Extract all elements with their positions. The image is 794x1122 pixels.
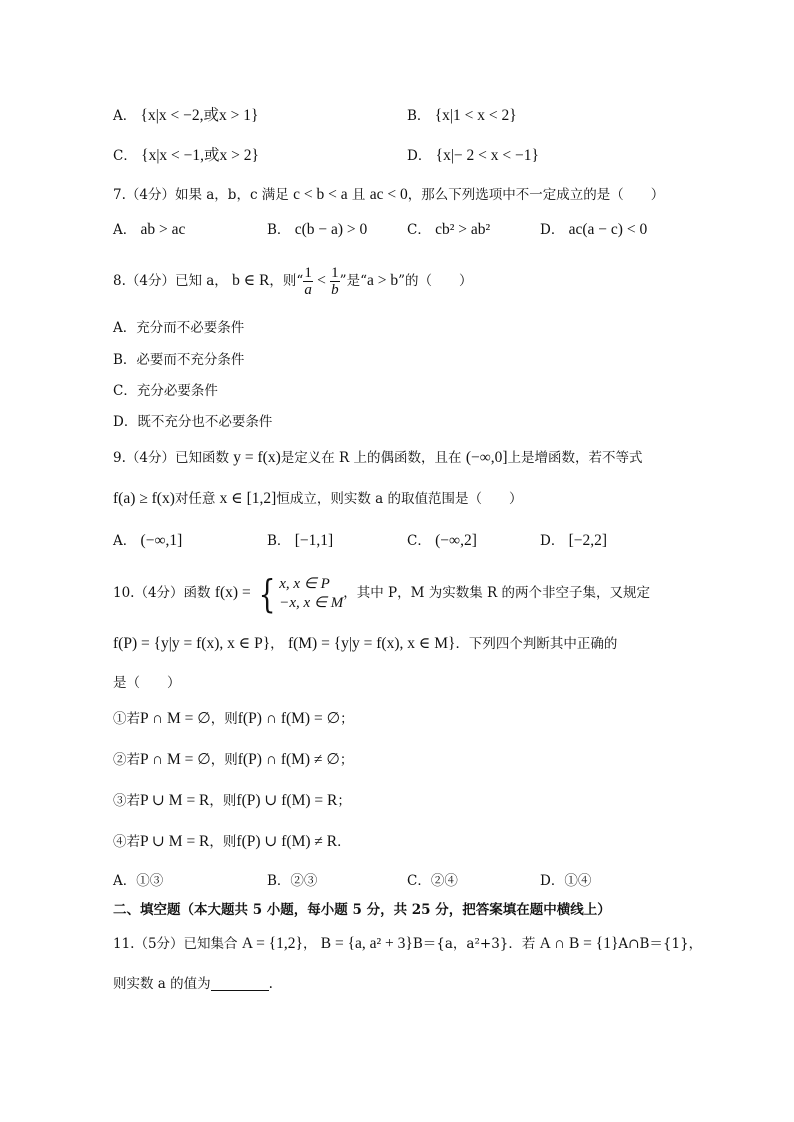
- stem-text: 恒成立，则实数 a 的取值范围是（ ）: [276, 491, 523, 507]
- option-label: D．: [540, 533, 565, 549]
- stem-text: ，其中 P，M 为实数集 R 的两个非空子集，又规定: [343, 585, 650, 601]
- option-math: ac(a − c) < 0: [568, 221, 648, 238]
- less-than-sign: <: [317, 272, 326, 289]
- q8-stem: [113, 262, 473, 300]
- option-label: D．: [407, 148, 432, 164]
- piecewise-cases: [279, 575, 343, 613]
- stem-text: ；: [339, 752, 354, 768]
- stem-text: ，则: [210, 752, 238, 768]
- stem-text: 10.（4分）函数: [113, 585, 211, 601]
- option-math: c(b − a) > 0: [294, 221, 368, 238]
- q9-option-b[interactable]: [267, 531, 333, 551]
- stem-math: P ∩ M = ∅: [140, 710, 211, 727]
- stem-text: ，则: [209, 834, 237, 850]
- stem-math: f(P) ∪ f(M) = R: [236, 792, 338, 809]
- q9-option-d[interactable]: [540, 531, 607, 551]
- stem-math: b ∈ R: [232, 272, 270, 289]
- q8-option-a[interactable]: A．充分而不必要条件: [113, 320, 245, 336]
- stem-text: ，那么下列选项中不一定成立的是（ ）: [407, 187, 665, 203]
- q10-stem-line2: [113, 634, 617, 654]
- option-label: C．: [407, 222, 431, 238]
- stem-math: f(P) ∩ f(M) = ∅: [237, 710, 341, 727]
- stem-math: c < b < a: [293, 186, 348, 203]
- q11-stem-line1: [113, 934, 702, 954]
- stem-text: 8.（4分）已知 a，: [113, 273, 228, 289]
- q8-option-c[interactable]: C．充分必要条件: [113, 383, 218, 399]
- section-heading: 二、填空题（本大题共 5 小题，每小题 5 分，共 25 分，把答案填在题中横线上）: [113, 902, 611, 918]
- stem-text: ④若: [113, 834, 140, 850]
- stem-text: A∩B＝{1}，: [618, 936, 703, 952]
- stem-text: 则实数 a 的值为: [113, 976, 211, 992]
- option-label: B．: [267, 222, 291, 238]
- stem-text: ．下列四个判断其中正确的: [455, 636, 618, 652]
- option-label: A．: [113, 108, 137, 124]
- stem-text: 且: [351, 187, 366, 203]
- option-label: D．: [540, 222, 565, 238]
- option-label: B．: [407, 108, 431, 124]
- stem-text: .: [268, 976, 273, 992]
- stem-math: P ∩ M = ∅: [140, 751, 211, 768]
- stem-text: ．: [337, 834, 351, 850]
- stem-math: f(x) =: [214, 584, 251, 601]
- q9-option-a[interactable]: [113, 531, 182, 551]
- stem-text: ，则: [209, 793, 237, 809]
- stem-text: 7.（4分）如果 a，b，c 满足: [113, 187, 289, 203]
- answer-blank[interactable]: [211, 976, 269, 991]
- stem-text: ，则: [210, 711, 238, 727]
- q7-option-a[interactable]: [113, 220, 185, 240]
- stem-math: A ∩ B = {1}: [539, 935, 619, 952]
- fraction-numerator: 1: [331, 265, 339, 281]
- q10-stem-line1: [113, 572, 650, 614]
- piecewise-case: x, x ∈ P: [279, 575, 330, 592]
- fraction-denominator: a: [304, 282, 312, 298]
- q10-option-a[interactable]: A．①③: [113, 873, 164, 889]
- q6-option-c[interactable]: [113, 146, 259, 166]
- stem-text: 11.（5分）已知集合: [113, 936, 238, 952]
- stem-text: ”的（ ）: [398, 273, 473, 289]
- stem-text: 对任意: [174, 491, 216, 507]
- q6-option-a[interactable]: [113, 106, 258, 126]
- q7-option-b[interactable]: [267, 220, 367, 240]
- option-label: A．: [113, 222, 137, 238]
- stem-math: B = {a, a² + 3}: [320, 935, 413, 952]
- option-label: A．: [113, 533, 137, 549]
- option-label: C．: [113, 148, 137, 164]
- option-math: ab > ac: [140, 221, 186, 238]
- fraction-one-over-b: [330, 265, 340, 298]
- q10-option-b[interactable]: B．②③: [267, 873, 318, 889]
- q8-option-b[interactable]: B．必要而不充分条件: [113, 352, 245, 368]
- stem-text: ，: [302, 936, 317, 952]
- stem-math: f(a) ≥ f(x): [113, 490, 175, 507]
- option-label: C．: [407, 533, 431, 549]
- q9-stem-line2: [113, 489, 522, 509]
- q11-stem-line2: [113, 974, 273, 994]
- option-math: [−2,2]: [568, 532, 608, 549]
- stem-math: ac < 0: [369, 186, 408, 203]
- stem-math: f(P) = {y|y = f(x), x ∈ P}: [113, 635, 271, 652]
- fraction-denominator: b: [331, 282, 339, 298]
- stem-math: f(P) ∪ f(M) ≠ R: [236, 833, 338, 850]
- q10-option-d[interactable]: D．①④: [540, 873, 592, 889]
- stem-text: 上是增函数，若不等式: [507, 450, 643, 466]
- stem-math: f(P) ∩ f(M) ≠ ∅: [237, 751, 340, 768]
- stem-text: ”是“: [339, 273, 367, 289]
- stem-text: ，: [270, 636, 284, 652]
- option-label: B．: [267, 533, 291, 549]
- option-math: {x|1 < x < 2}: [434, 107, 517, 124]
- stem-math: x ∈ [1,2]: [219, 490, 277, 507]
- stem-math: (−∞,0]: [465, 449, 508, 466]
- stem-math: A = {1,2}: [241, 935, 303, 952]
- q6-option-b[interactable]: [407, 106, 517, 126]
- option-math: {x|x < −2,或x > 1}: [140, 107, 259, 124]
- q10-statement-1: [113, 709, 354, 729]
- q10-stem-line3: 是（ ）: [113, 675, 181, 691]
- q10-statement-3: [113, 791, 351, 811]
- stem-text: ③若: [113, 793, 140, 809]
- stem-text: ①若: [113, 711, 140, 727]
- option-math: (−∞,1]: [140, 532, 183, 549]
- stem-math: P ∪ M = R: [140, 792, 210, 809]
- q7-stem: [113, 185, 664, 205]
- stem-math: P ∪ M = R: [140, 833, 210, 850]
- option-math: {x|− 2 < x < −1}: [435, 147, 539, 164]
- left-brace-icon: {: [258, 571, 276, 616]
- option-math: cb² > ab²: [435, 221, 491, 238]
- stem-text: ，则“: [269, 273, 304, 289]
- option-math: (−∞,2]: [435, 532, 477, 549]
- q6-option-d[interactable]: [407, 146, 539, 166]
- q10-statement-2: [113, 750, 353, 770]
- stem-text: ；: [340, 711, 354, 727]
- stem-text: 是定义在 R 上的偶函数，且在: [280, 450, 462, 466]
- stem-text: 9.（4分）已知函数: [113, 450, 229, 466]
- q7-option-d[interactable]: [540, 220, 647, 240]
- piecewise-definition: [255, 571, 344, 616]
- option-math: {x|x < −1,或x > 2}: [141, 147, 259, 164]
- q9-stem-line1: [113, 448, 643, 468]
- q9-option-c[interactable]: [407, 531, 477, 551]
- stem-text: B＝{a，a²+3}．若: [412, 936, 536, 952]
- fraction-numerator: 1: [304, 265, 312, 281]
- option-math: [−1,1]: [294, 532, 334, 549]
- stem-text: ②若: [113, 752, 140, 768]
- stem-math: f(M) = {y|y = f(x), x ∈ M}: [287, 635, 456, 652]
- stem-math: a > b: [366, 272, 399, 289]
- stem-math: y = f(x): [233, 449, 281, 466]
- fraction-one-over-a: [303, 265, 313, 298]
- q8-option-d[interactable]: D．既不充分也不必要条件: [113, 414, 273, 430]
- q7-option-c[interactable]: [407, 220, 490, 240]
- q10-statement-4: [113, 832, 351, 852]
- stem-text: ；: [337, 793, 351, 809]
- q10-option-c[interactable]: C．②④: [407, 873, 458, 889]
- piecewise-case: −x, x ∈ M: [279, 594, 344, 611]
